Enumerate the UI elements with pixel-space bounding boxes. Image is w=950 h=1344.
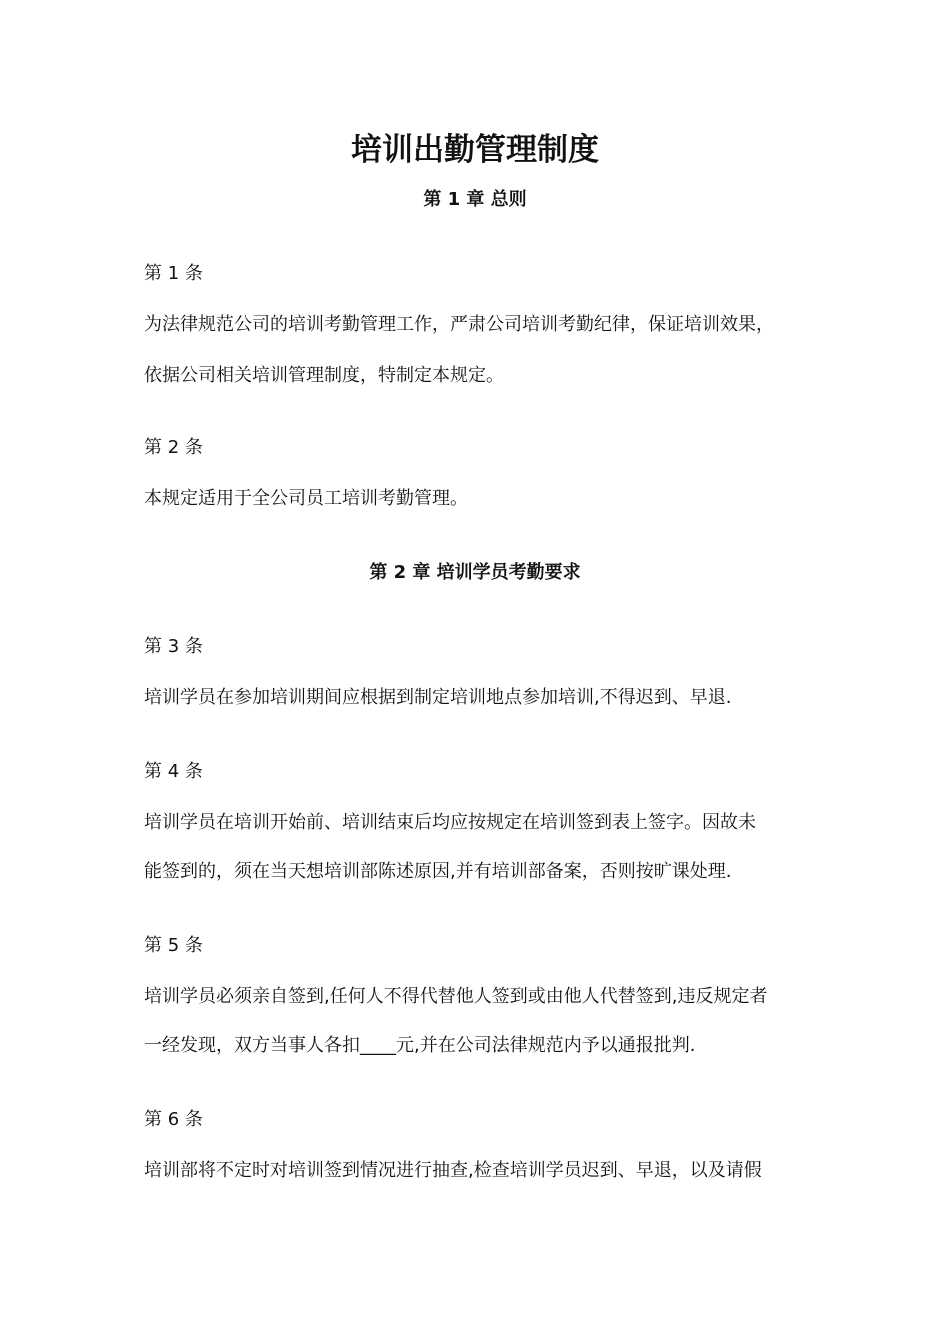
article-3-heading: 第 3 条 xyxy=(144,636,203,657)
document-title: 培训出勤管理制度 xyxy=(351,132,599,168)
article-6-line-1: 培训部将不定时对培训签到情况进行抽查,检查培训学员迟到、早退，以及请假 xyxy=(144,1160,762,1181)
article-4-line-2: 能签到的，须在当天想培训部陈述原因,并有培训部备案，否则按旷课处理. xyxy=(144,861,732,882)
article-5-line-2: 一经发现，双方当事人各扣____元,并在公司法律规范内予以通报批判. xyxy=(144,1035,696,1056)
article-5-heading: 第 5 条 xyxy=(144,935,203,956)
article-5-line-1: 培训学员必须亲自签到,任何人不得代替他人签到或由他人代替签到,违反规定者 xyxy=(144,986,768,1007)
article-6-heading: 第 6 条 xyxy=(144,1109,203,1130)
article-3-line-1: 培训学员在参加培训期间应根据到制定培训地点参加培训,不得迟到、早退. xyxy=(144,687,732,708)
chapter-1-heading: 第 1 章 总则 xyxy=(423,189,527,210)
article-4-heading: 第 4 条 xyxy=(144,761,203,782)
chapter-2-heading: 第 2 章 培训学员考勤要求 xyxy=(369,562,581,583)
article-2-line-1: 本规定适用于全公司员工培训考勤管理。 xyxy=(144,488,468,509)
article-2-heading: 第 2 条 xyxy=(144,437,203,458)
article-1-line-2: 依据公司相关培训管理制度，特制定本规定。 xyxy=(144,365,504,386)
article-1-line-1: 为法律规范公司的培训考勤管理工作，严肃公司培训考勤纪律，保证培训效果， xyxy=(144,314,774,335)
article-1-heading: 第 1 条 xyxy=(144,263,203,284)
article-4-line-1: 培训学员在培训开始前、培训结束后均应按规定在培训签到表上签字。因故未 xyxy=(144,812,756,833)
